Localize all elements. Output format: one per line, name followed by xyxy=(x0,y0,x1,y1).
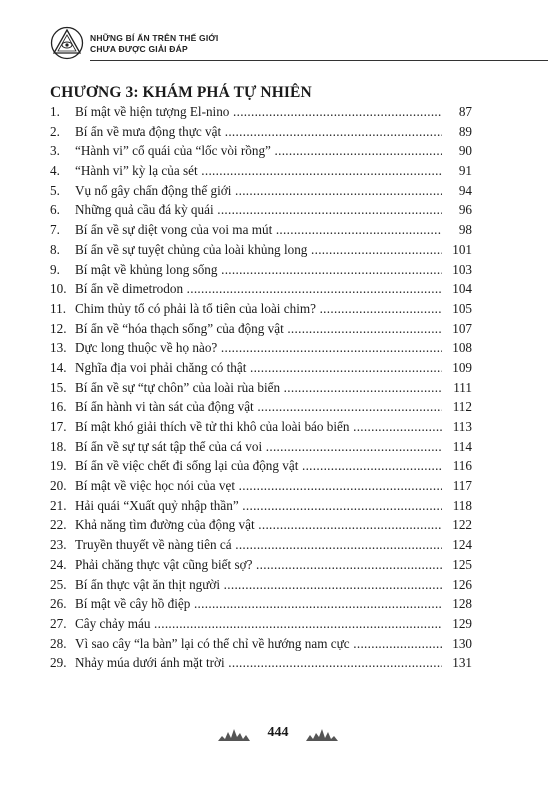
toc-entry-title: Bí mật khó giải thích về tử thi khô của loài báo biển ..... xyxy=(75,417,442,437)
toc-entry xyxy=(50,338,472,358)
toc-entry-page: 94 xyxy=(457,181,472,201)
toc-entry-title: Bí mật về hiện tượng El-nino ..... xyxy=(75,102,442,122)
toc-entry xyxy=(50,535,472,555)
toc-entry-title: Phải chăng thực vật cũng biết sợ? ..... xyxy=(75,555,442,575)
toc-entry xyxy=(50,476,472,496)
toc-entry xyxy=(50,200,472,220)
toc-entry xyxy=(50,161,472,181)
toc-entry-number: 13. xyxy=(50,340,67,356)
toc-entry-number: 18. xyxy=(50,438,67,454)
toc-entry-number: 15. xyxy=(50,379,67,395)
toc-entry-number: 20. xyxy=(50,478,67,494)
toc-entry-page: 125 xyxy=(450,555,472,575)
toc-entry-page: 91 xyxy=(457,161,472,181)
toc-entry-number: 21. xyxy=(50,497,67,513)
toc-entry xyxy=(50,653,472,673)
toc-entry-title: Cây chảy máu ..... xyxy=(75,614,442,634)
toc-entry-page: 105 xyxy=(450,299,472,319)
toc-entry-number: 9. xyxy=(50,261,60,277)
toc-entry-title: Chim thủy tổ có phải là tổ tiên của loài chim? ..... xyxy=(75,299,442,319)
toc-entry-page: 98 xyxy=(457,220,472,240)
toc-entry xyxy=(50,260,472,280)
toc-entry-title: Bí ẩn hành vi tàn sát của động vật ..... xyxy=(75,397,442,417)
toc-entry-number: 8. xyxy=(50,241,60,257)
toc-entry-number: 26. xyxy=(50,596,67,612)
toc-entry xyxy=(50,220,472,240)
toc-entry-page: 124 xyxy=(450,535,472,555)
toc-entry-number: 3. xyxy=(50,143,60,159)
toc-entry-page: 113 xyxy=(451,417,472,437)
toc-entry-title: Bí ẩn về việc chết đi sống lại của động vật ..... xyxy=(75,456,442,476)
toc-entry-number: 24. xyxy=(50,556,67,572)
toc-entry xyxy=(50,181,472,201)
star-ornament-icon xyxy=(306,727,338,743)
toc-entry-number: 27. xyxy=(50,615,67,631)
toc-entry xyxy=(50,515,472,535)
toc-entry xyxy=(50,496,472,516)
toc-entry xyxy=(50,102,472,122)
toc-entry-number: 25. xyxy=(50,576,67,592)
toc-entry-title: Dực long thuộc về họ nào? ..... xyxy=(75,338,442,358)
toc-entry-title: Truyền thuyết về nàng tiên cá ..... xyxy=(75,535,442,555)
toc-entry-title: Bí ẩn về dimetrodon ..... xyxy=(75,279,442,299)
toc-entry-number: 1. xyxy=(50,104,60,119)
toc-entry-page: 101 xyxy=(450,240,472,260)
toc-entry-number: 5. xyxy=(50,182,60,198)
toc-entry xyxy=(50,417,472,437)
toc-entry-title: Bí ẩn thực vật ăn thịt người ..... xyxy=(75,575,442,595)
star-ornament-icon xyxy=(218,727,250,743)
toc-entry-number: 4. xyxy=(50,163,60,179)
toc-entry xyxy=(50,634,472,654)
toc-entry-number: 22. xyxy=(50,517,67,533)
toc-entry-page: 108 xyxy=(450,338,472,358)
toc-entry-page: 96 xyxy=(457,200,472,220)
toc-entry xyxy=(50,141,472,161)
toc-entry-title: Bí ẩn về sự “tự chôn” của loài rùa biển ..... xyxy=(75,378,442,398)
toc-entry xyxy=(50,575,472,595)
toc-entry xyxy=(50,397,472,417)
toc-entry-title: Bí ẩn về “hóa thạch sống” của động vật ..... xyxy=(75,319,442,339)
toc-entry-page: 107 xyxy=(450,319,472,339)
toc-entry xyxy=(50,279,472,299)
chapter-title: CHƯƠNG 3: KHÁM PHÁ TỰ NHIÊN xyxy=(50,84,312,101)
toc-entry-title: Bí ẩn về sự tự sát tập thể của cá voi ..... xyxy=(75,437,442,457)
toc-entry-page: 103 xyxy=(450,260,472,280)
toc-entry-page: 117 xyxy=(451,476,472,496)
book-title-line-1: NHỮNG BÍ ẨN TRÊN THẾ GIỚI xyxy=(90,33,219,43)
toc-entry-number: 12. xyxy=(50,320,67,336)
toc-entry-page: 131 xyxy=(450,653,472,673)
toc-entry-number: 2. xyxy=(50,123,60,139)
toc-entry-page: 116 xyxy=(451,456,472,476)
toc-entry-page: 87 xyxy=(457,102,472,122)
toc-entry-page: 118 xyxy=(451,496,472,516)
toc-entry-page: 122 xyxy=(450,515,472,535)
book-title xyxy=(90,33,218,54)
toc-entry xyxy=(50,555,472,575)
toc-entry-number: 6. xyxy=(50,202,60,218)
toc-entry-page: 112 xyxy=(451,397,472,417)
toc-entry-page: 89 xyxy=(457,122,472,142)
toc-entry xyxy=(50,358,472,378)
toc-entry-title: Bí mật về cây hồ điệp ..... xyxy=(75,594,442,614)
toc-entry xyxy=(50,122,472,142)
toc-entry-number: 29. xyxy=(50,655,67,671)
toc-entry-number: 14. xyxy=(50,359,67,375)
toc-entry xyxy=(50,299,472,319)
toc-entry-title: “Hành vi” cổ quái của “lốc vòi rồng” ..... xyxy=(75,141,442,161)
toc-entry-title: Bí ẩn về mưa động thực vật ..... xyxy=(75,122,442,142)
toc-entry-title: Nhảy múa dưới ánh mặt trời ..... xyxy=(75,653,442,673)
toc-entry-number: 23. xyxy=(50,537,67,553)
toc-entry-title: Khả năng tìm đường của động vật ..... xyxy=(75,515,442,535)
toc-entry-number: 19. xyxy=(50,458,67,474)
toc-entry-title: Bí ẩn về sự diệt vong của voi ma mút ..... xyxy=(75,220,442,240)
toc-entry-number: 28. xyxy=(50,635,67,651)
toc-entry-number: 10. xyxy=(50,281,67,297)
toc-entry-page: 129 xyxy=(450,614,472,634)
toc-entry-title: Những quả cầu đá kỳ quái ..... xyxy=(75,200,442,220)
running-header xyxy=(50,26,510,60)
toc-entry xyxy=(50,319,472,339)
toc-entry-number: 11. xyxy=(50,300,66,316)
toc-entry-title: Hải quái “Xuất quỷ nhập thần” ..... xyxy=(75,496,442,516)
toc-entry-title: “Hành vi” kỳ lạ của sét ..... xyxy=(75,161,442,181)
toc-entry xyxy=(50,378,472,398)
toc-entry-page: 130 xyxy=(450,634,472,654)
eye-pyramid-icon xyxy=(50,26,84,60)
table-of-contents xyxy=(50,102,472,673)
toc-entry-page: 104 xyxy=(450,279,472,299)
toc-entry xyxy=(50,240,472,260)
page-footer xyxy=(218,724,338,746)
toc-entry-page: 126 xyxy=(450,575,472,595)
toc-entry-page: 90 xyxy=(457,141,472,161)
toc-entry xyxy=(50,594,472,614)
toc-entry-page: 111 xyxy=(451,378,472,398)
toc-entry-number: 17. xyxy=(50,419,67,434)
page-number: 444 xyxy=(267,725,289,740)
toc-entry xyxy=(50,437,472,457)
toc-entry-number: 16. xyxy=(50,399,67,415)
toc-entry xyxy=(50,456,472,476)
toc-entry-page: 114 xyxy=(451,437,472,457)
toc-entry-page: 109 xyxy=(450,358,472,378)
toc-entry-number: 7. xyxy=(50,222,60,238)
toc-entry-title: Vì sao cây “la bàn” lại có thể chỉ về hướng nam cực ..... xyxy=(75,634,442,654)
toc-entry-title: Vụ nổ gây chấn động thế giới ..... xyxy=(75,181,442,201)
toc-entry-page: 128 xyxy=(450,594,472,614)
toc-entry-title: Bí mật về khủng long sống ..... xyxy=(75,260,442,280)
header-divider xyxy=(90,60,548,61)
toc-entry-title: Nghĩa địa voi phải chăng có thật ..... xyxy=(75,358,442,378)
toc-entry-title: Bí mật về việc học nói của vẹt ..... xyxy=(75,476,442,496)
book-title-line-2: CHƯA ĐƯỢC GIẢI ĐÁP xyxy=(90,43,188,54)
toc-entry xyxy=(50,614,472,634)
toc-entry-title: Bí ẩn về sự tuyệt chủng của loài khủng long ..... xyxy=(75,240,442,260)
